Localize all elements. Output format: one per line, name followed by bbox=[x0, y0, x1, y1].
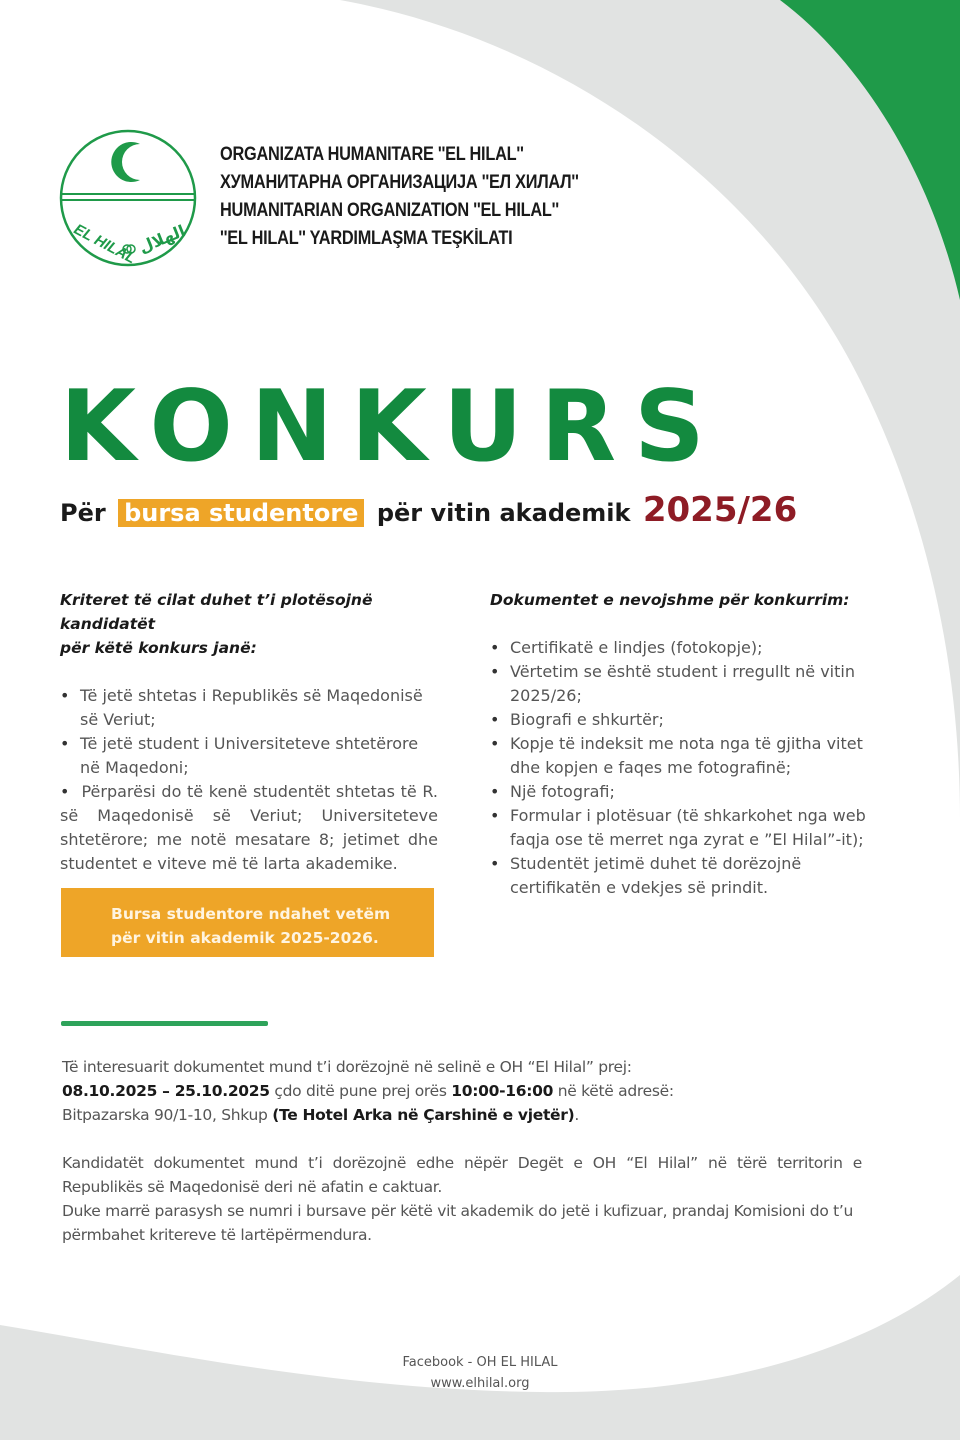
spacer bbox=[62, 1127, 862, 1151]
subtitle bbox=[60, 490, 797, 533]
address-end: . bbox=[574, 1106, 580, 1124]
notice-line1: Bursa studentore ndahet vetëm bbox=[111, 905, 391, 923]
criteria-section bbox=[60, 588, 438, 876]
subtitle-prefix: Për bbox=[60, 499, 106, 527]
criteria-heading bbox=[60, 588, 438, 660]
crescent-logo-icon bbox=[58, 128, 198, 268]
logo-latin-text: EL HILAL bbox=[71, 220, 139, 268]
org-name-albanian: ORGANIZATA HUMANITARE ''EL HILAL'' bbox=[220, 144, 524, 165]
documents-heading: Dokumentet e nevojshme për konkurrim: bbox=[490, 591, 850, 609]
website-link[interactable]: www.elhilal.org bbox=[430, 1376, 530, 1391]
criteria-heading-line1: Kriteret të cilat duhet t’i plotësojnë kandidatët bbox=[60, 591, 373, 633]
list-item: • Një fotografi; bbox=[490, 780, 880, 804]
info-end: në këtë adresë: bbox=[553, 1082, 674, 1100]
submission-info bbox=[62, 1055, 862, 1247]
info-line2 bbox=[62, 1079, 862, 1103]
notice-box bbox=[61, 888, 434, 957]
list-item: • Formular i plotësuar (të shkarkohet nga web faqja ose të merret nga zyrat e ”El Hilal”-it); bbox=[490, 804, 880, 852]
list-item-text: Përparësi do të kenë studentët shtetas të R. së Maqedonisë së Veriut; Universiteteve shtetërore; me notë mesatare 8; jetimet dhe studentet e viteve më të larta akademike. bbox=[60, 782, 438, 873]
criteria-list bbox=[60, 684, 438, 876]
logo-arabic-text: الهلال bbox=[136, 221, 188, 257]
facebook-link[interactable]: Facebook - OH EL HILAL bbox=[402, 1355, 558, 1370]
list-item: • Kopje të indeksit me nota nga të gjitha vitet dhe kopjen e faqes me fotografinë; bbox=[490, 732, 880, 780]
info-line1: Të interesuarit dokumentet mund t’i dorëzojnë në selinë e OH “El Hilal” prej: bbox=[62, 1058, 632, 1076]
info-line3 bbox=[62, 1103, 862, 1127]
org-name-english: HUMANITARIAN ORGANIZATION ''EL HILAL'' bbox=[220, 200, 559, 221]
office-hours: 10:00-16:00 bbox=[451, 1082, 554, 1100]
documents-section bbox=[490, 588, 880, 900]
list-item bbox=[60, 780, 438, 876]
subtitle-highlight: bursa studentore bbox=[118, 499, 364, 527]
info-mid: çdo ditë pune prej orës bbox=[269, 1082, 452, 1100]
subtitle-middle: për vitin akademik bbox=[376, 499, 631, 527]
list-item: • Studentët jetimë duhet të dorëzojnë certifikatën e vdekjes së prindit. bbox=[490, 852, 880, 900]
org-name-macedonian: ХУМАНИТАРНА ОРГАНИЗАЦИЈА ''ЕЛ ХИЛАЛ'' bbox=[220, 172, 579, 193]
list-item: • Biografi e shkurtër; bbox=[490, 708, 880, 732]
list-item: • Certifikatë e lindjes (fotokopje); bbox=[490, 636, 880, 660]
address: Bitpazarska 90/1-10, Shkup bbox=[62, 1106, 273, 1124]
submission-dates: 08.10.2025 – 25.10.2025 bbox=[62, 1082, 270, 1100]
info-limit: Duke marrë parasysh se numri i bursave për këtë vit akademik do jetë i kufizuar, prandaj Komisioni do t’u përmbahet kritereve të lartëpërmendura. bbox=[62, 1202, 854, 1244]
documents-list bbox=[490, 636, 880, 900]
list-item: • Të jetë shtetas i Republikës së Maqedonisë së Veriut; bbox=[60, 684, 438, 732]
list-item: • Të jetë student i Universiteteve shtetërore në Maqedoni; bbox=[60, 732, 438, 780]
org-name-turkish: ''EL HILAL'' YARDIMLAŞMA TEŞKİLATI bbox=[220, 228, 513, 249]
notice-line2: për vitin akademik 2025-2026. bbox=[111, 929, 379, 947]
subtitle-year: 2025/26 bbox=[642, 490, 798, 530]
footer bbox=[380, 1352, 580, 1394]
organization-names bbox=[220, 141, 637, 253]
info-branches: Kandidatët dokumentet mund t’i dorëzojnë edhe nëpër Degët e OH “El Hilal” në tërë territorin e Republikës së Maqedonisë deri në afatin e caktuar. bbox=[62, 1154, 862, 1196]
page-title: KONKURS bbox=[60, 370, 723, 484]
address-note: (Te Hotel Arka në Çarshinë e vjetër) bbox=[272, 1106, 575, 1124]
list-item: • Vërtetim se është student i rregullt në vitin 2025/26; bbox=[490, 660, 880, 708]
divider bbox=[61, 1021, 268, 1026]
criteria-heading-line2: për këtë konkurs janë: bbox=[60, 639, 257, 657]
